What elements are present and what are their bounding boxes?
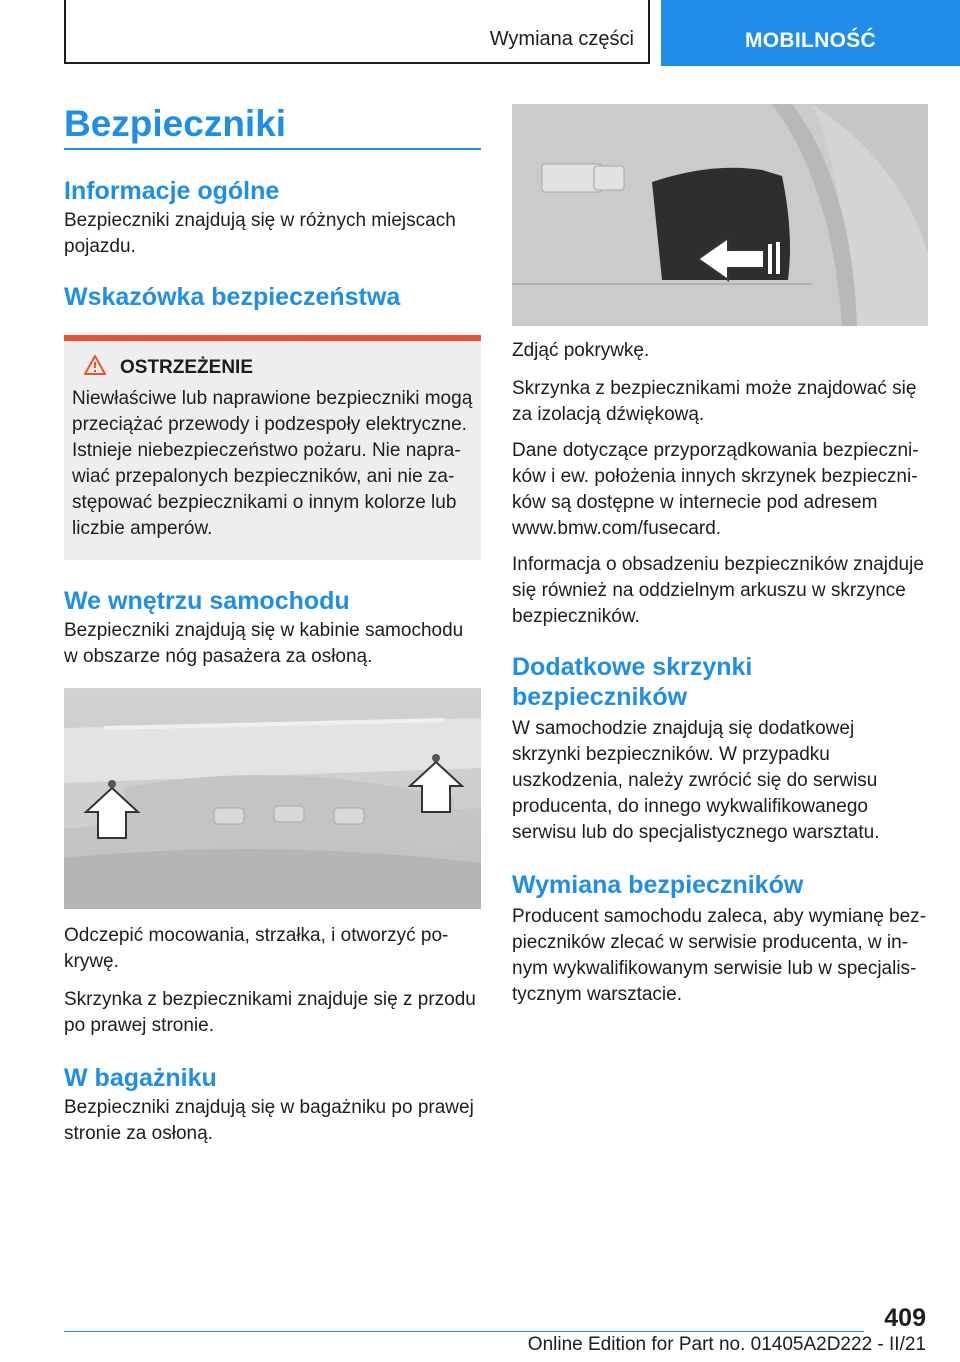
heading-trunk: W bagażniku	[64, 1064, 217, 1092]
heading-general: Informacje ogólne	[64, 177, 280, 205]
trunk-note: Skrzynka z bezpiecznikami może znajdować się za izolacją dźwiękową.	[512, 378, 917, 425]
footer-divider	[64, 1331, 864, 1332]
interior-note: Skrzynka z bezpiecznikami znajduje się z przodu po prawej stronie.	[64, 989, 476, 1036]
page-number: 409	[884, 1304, 926, 1332]
warning-text: Niewłaściwe lub naprawione bezpieczniki mogą przeciążać przewody i podzespoły elektryczne. Istnieje niebezpieczeństwo pożaru. Nie naprawiać przepalonych bezpieczników, ani nie zastępować bezpiecznikami o innym kolorze lub liczbie amperów.	[72, 388, 473, 539]
footer-edition: Online Edition for Part no. 01405A2D222 - II/21	[527, 1334, 926, 1355]
heading-interior: We wnętrzu samochodu	[64, 587, 350, 615]
heading-safety: Wskazówka bezpieczeństwa	[64, 283, 401, 311]
replace-text: Producent samochodu zaleca, aby wymianę bezpieczników zlecać w serwisie producenta, w innym wykwalifikowanym serwisie lub w specjalistycznym warsztacie.	[512, 906, 927, 1005]
warning-triangle-icon	[84, 355, 106, 380]
header-section-box	[64, 0, 650, 64]
extra-text: W samochodzie znajdują się dodatkowej skrzynki bezpieczników. W przypadku uszkodzenia, należy zwrócić się do serwisu producenta, do innego wykwalifikowanego serwisu lub do specjalistycznego warsztatu.	[512, 718, 880, 843]
right-column	[512, 104, 928, 1008]
warning-title: OSTRZEŻENIE	[120, 356, 254, 378]
trunk-photo	[512, 104, 928, 326]
interior-text: Bezpieczniki znajdują się w kabinie samochodu w obszarze nóg pasażera za osłoną.	[64, 620, 464, 667]
assignment-text: Dane dotyczące przyporządkowania bezpieczników i ew. położenia innych skrzynek bezpieczników są dostępne w internecie pod adresem www.bmw.com/fusecard.	[512, 440, 919, 539]
interior-photo	[64, 688, 481, 909]
trunk-step: Zdjąć pokrywkę.	[512, 340, 650, 361]
page-title: Bezpieczniki	[64, 103, 287, 144]
header-section-title: Wymiana części	[489, 28, 634, 50]
warning-box	[64, 335, 481, 560]
sheet-text: Informacja o obsadzeniu bezpieczników znajduje się również na oddzielnym arkuszu w skrzynce bezpieczników.	[512, 554, 924, 627]
left-column	[64, 104, 481, 1147]
header-chapter-tab: MOBILNOŚĆ	[661, 0, 960, 66]
title-divider	[64, 148, 481, 150]
interior-step: Odczepić mocowania, strzałka, i otworzyć pokrywę.	[64, 925, 449, 972]
general-text: Bezpieczniki znajdują się w różnych miejscach pojazdu.	[64, 210, 456, 257]
heading-replace: Wymiana bezpieczników	[512, 871, 804, 899]
trunk-text: Bezpieczniki znajdują się w bagażniku po prawej stronie za osłoną.	[64, 1097, 474, 1144]
heading-extra-boxes: Dodatkowe skrzynki bezpieczników	[512, 653, 753, 711]
